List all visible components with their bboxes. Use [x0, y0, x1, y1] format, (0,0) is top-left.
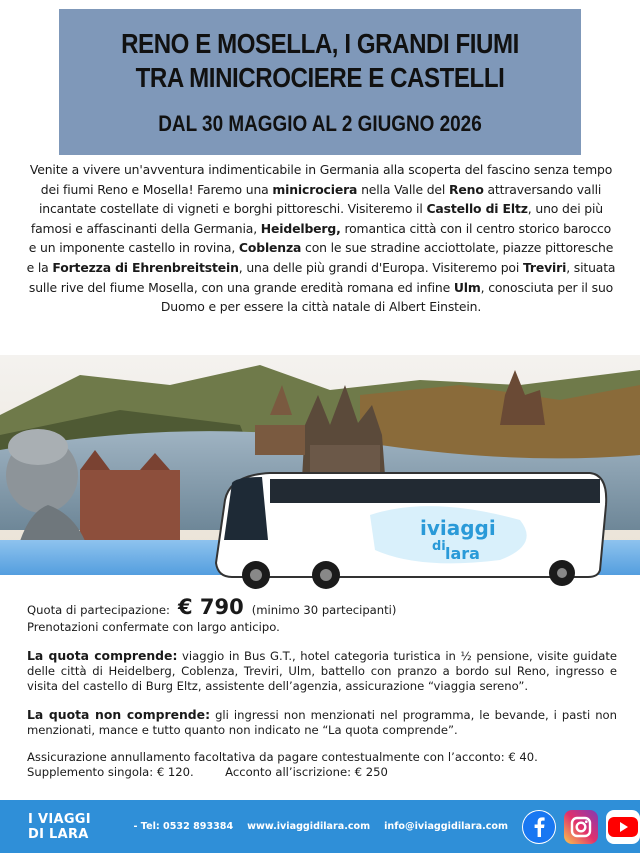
booking-note: Prenotazioni confermate con largo anticipo.: [27, 620, 280, 634]
intro-text: Venite a vivere un'avventura indimenticabile in Germania alla scoperta del fascino senza tempo dei fiumi Reno e Mosella! Faremo una: [29, 162, 613, 197]
intro-highlight: Coblenza: [238, 240, 302, 256]
insurance-note: Assicurazione annullamento facoltativa da pagare contestualmente con l’acconto: € 40.: [27, 750, 538, 764]
costs-row: [27, 765, 617, 780]
title-line-2: TRA MINICROCIERE E CASTELLI: [135, 62, 505, 93]
landscape-collage: [0, 355, 640, 590]
collage-photo: [0, 355, 640, 590]
bus-logo-line2: di: [432, 539, 446, 554]
price-value: € 790: [177, 595, 244, 619]
intro-text: , situata sulle rive del fiume Mosella, con una grande eredità romana ed infine: [28, 259, 616, 295]
intro-highlight: Reno: [449, 181, 484, 197]
intro-text: , uno dei più famosi e affascinanti della Germania,: [30, 201, 603, 236]
youtube-icon[interactable]: [606, 810, 640, 844]
includes-paragraph: [27, 648, 617, 694]
footer-contacts: [133, 821, 508, 832]
intro-highlight: minicrociera: [272, 181, 358, 197]
travel-dates: DAL 30 MAGGIO AL 2 GIUGNO 2026: [158, 111, 482, 136]
trip-details: [27, 595, 618, 780]
intro-text: , conosciuta per il suo Duomo e per essere la città natale di Albert Einstein.: [160, 279, 614, 315]
includes-text: viaggio in Bus G.T., hotel categoria turistica in ½ pensione, visite guidate delle città di Heidelberg, Coblenza, Treviri, Ulm, battello con pranzo a bordo sul Reno, ingresso e visita del castello di Burg Eltz, assistente dell’agenzia, assicurazione “viaggia sereno”.: [27, 649, 618, 693]
intro-text: nella Valle del: [357, 181, 449, 197]
facebook-icon[interactable]: [522, 810, 556, 844]
single-supplement: Supplemento singola: € 120.: [27, 765, 194, 779]
bus-logo-line3: lara: [445, 544, 480, 563]
intro-text: romantica città con il centro storico barocco e un imponente castello in rovina,: [28, 220, 612, 256]
intro-highlight: Fortezza di Ehrenbreitstein: [52, 259, 239, 275]
footer-brand: I VIAGGI DI LARA: [28, 811, 91, 842]
intro-highlight: Ulm: [453, 279, 481, 295]
social-links: [522, 810, 640, 844]
bus-illustration: [216, 473, 606, 589]
extras-block: [27, 750, 617, 780]
title-banner: [59, 9, 581, 155]
price-row: [27, 595, 617, 619]
bus-logo-line1: iviaggi: [420, 516, 496, 540]
intro-highlight: Heidelberg,: [260, 220, 341, 236]
footer-website[interactable]: www.iviaggidilara.com: [247, 821, 371, 832]
instagram-icon[interactable]: [564, 810, 598, 844]
price-minimum: (minimo 30 partecipanti): [251, 603, 397, 617]
intro-highlight: Treviri: [522, 259, 567, 275]
intro-text: attraversando valli incantate costellate di vigneti e borghi pittoreschi. Visiteremo il: [39, 181, 602, 217]
intro-paragraph: [26, 160, 616, 317]
includes-label: La quota comprende:: [27, 648, 178, 663]
intro-highlight: Castello di Eltz: [426, 201, 528, 217]
intro-text: con le sue stradine acciottolate, piazze pittoresche e la: [26, 240, 614, 275]
excludes-label: La quota non comprende:: [27, 707, 211, 722]
excludes-text: gli ingressi non menzionati nel programma, le bevande, i pasti non menzionati, mance e tutto quanto non indicato ne “La quota comprende”.: [27, 708, 617, 737]
footer-bar: [0, 800, 640, 853]
footer-email[interactable]: info@iviaggidilara.com: [384, 821, 508, 832]
price-label: Quota di partecipazione:: [27, 603, 170, 617]
footer-phone[interactable]: - Tel: 0532 893384: [133, 821, 234, 832]
excludes-paragraph: [27, 707, 617, 738]
deposit-note: Acconto all’iscrizione: € 250: [225, 765, 388, 779]
title-line-1: RENO E MOSELLA, I GRANDI FIUMI: [121, 28, 519, 59]
intro-text: , una delle più grandi d'Europa. Visiteremo poi: [238, 259, 523, 275]
